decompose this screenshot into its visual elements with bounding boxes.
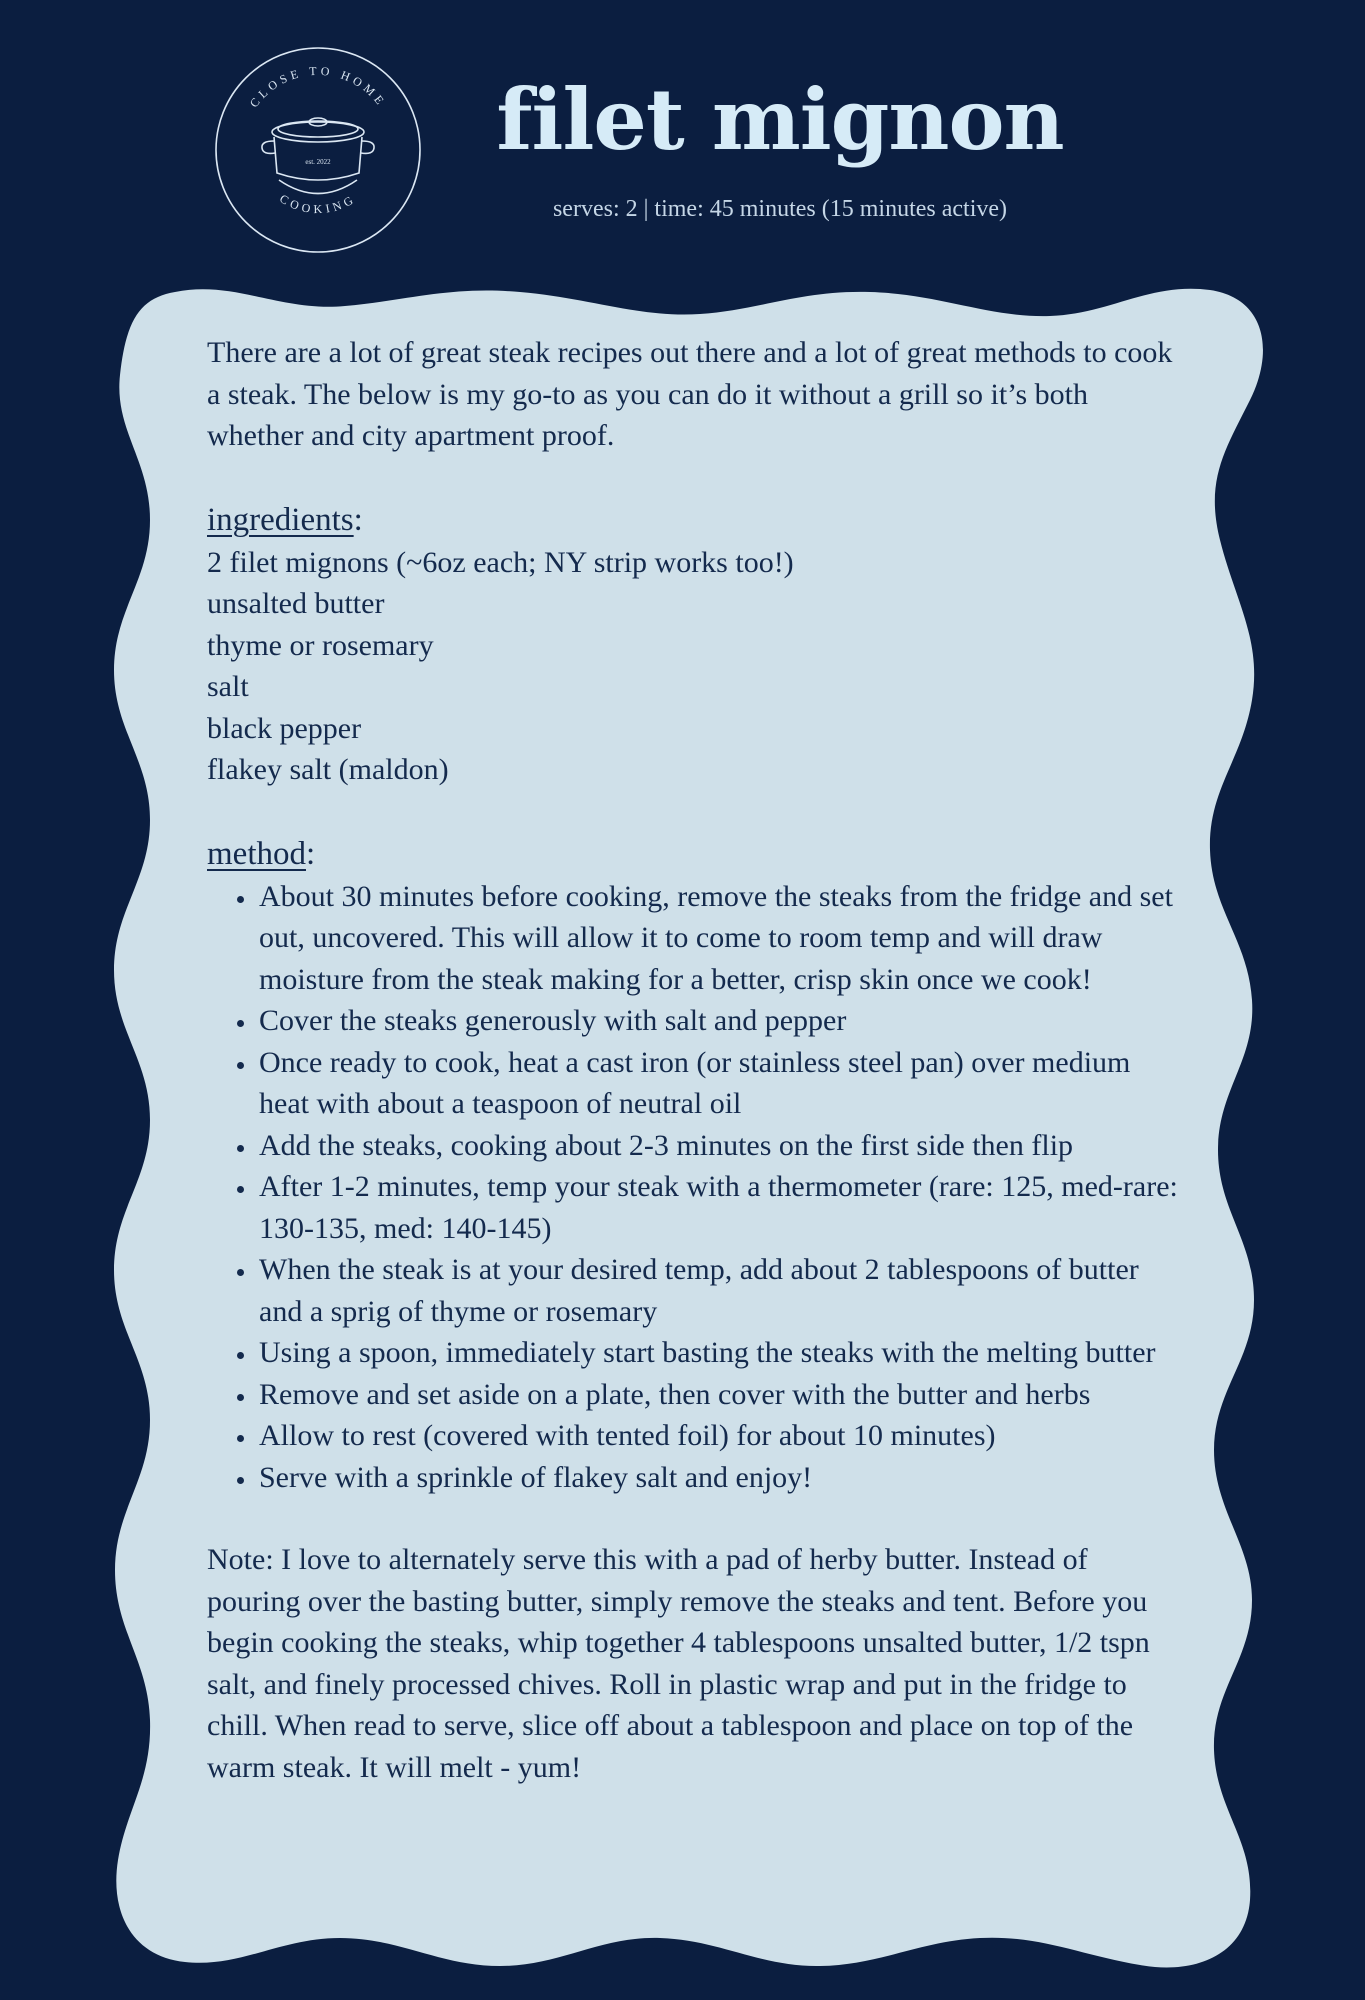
svg-text:CLOSE TO HOME: CLOSE TO HOME bbox=[246, 63, 390, 111]
ingredients-list bbox=[207, 542, 1182, 791]
method-step: • About 30 minutes before cooking, remove the steaks from the fridge and set out, uncovered. This will allow it to come to room temp and will draw moisture from the steak making for a better, crisp skin once we cook! bbox=[257, 876, 1182, 1001]
method-step: • Cover the steaks generously with salt and pepper bbox=[257, 1000, 1182, 1042]
ingredients-heading: ingredients: bbox=[207, 501, 363, 538]
ingredient-item: unsalted butter bbox=[207, 587, 385, 620]
ingredient-item: 2 filet mignons (~6oz each; NY strip works too!) bbox=[207, 545, 794, 579]
method-heading: method: bbox=[207, 835, 316, 872]
note-text: Note: I love to alternately serve this with a pad of herby butter. Instead of pouring over the basting butter, simply remove the steaks and tent. Before you begin cooking the steaks, whip together 4 tablespoons unsalted butter, 1/2 tspn salt, and finely processed chives. Roll in plastic wrap and put in the fridge to chill. When read to serve, slice off about a tablespoon and place on top of the warm steak. It will melt - yum! bbox=[207, 1543, 1150, 1784]
method-list bbox=[207, 876, 1182, 1499]
ingredient-item: flakey salt (maldon) bbox=[207, 753, 449, 786]
method-step: • Add the steaks, cooking about 2-3 minutes on the first side then flip bbox=[257, 1125, 1182, 1167]
intro-text: There are a lot of great steak recipes out there and a lot of great methods to cook a steak. The below is my go-to as you can do it without a grill so it’s both whether and city apartment proof. bbox=[207, 336, 1173, 452]
svg-text:est. 2022: est. 2022 bbox=[305, 158, 331, 166]
svg-text:COOKING: COOKING bbox=[277, 191, 359, 217]
dutch-oven-icon bbox=[262, 118, 374, 194]
ingredient-item: black pepper bbox=[207, 711, 362, 745]
method-step: • Allow to rest (covered with tented foil) for about 10 minutes) bbox=[257, 1415, 1182, 1457]
ingredient-item: salt bbox=[207, 670, 249, 703]
recipe-content bbox=[207, 332, 1182, 1788]
method-step: • When the steak is at your desired temp, add about 2 tablespoons of butter and a sprig of thyme or rosemary bbox=[257, 1249, 1182, 1332]
method-step: • After 1-2 minutes, temp your steak with a thermometer (rare: 125, med-rare: 130-135, med: 140-145) bbox=[257, 1166, 1182, 1249]
method-step: • Using a spoon, immediately start basting the steaks with the melting butter bbox=[257, 1332, 1182, 1374]
page-title: filet mignon bbox=[496, 70, 1064, 169]
recipe-meta: serves: 2 | time: 45 minutes (15 minutes active) bbox=[552, 196, 1008, 222]
close-to-home-cooking-logo bbox=[213, 45, 423, 255]
method-step: • Serve with a sprinkle of flakey salt and enjoy! bbox=[257, 1457, 1182, 1499]
method-step: • Remove and set aside on a plate, then cover with the butter and herbs bbox=[257, 1374, 1182, 1416]
ingredient-item: thyme or rosemary bbox=[207, 628, 434, 662]
method-step: • Once ready to cook, heat a cast iron (or stainless steel pan) over medium heat with about a teaspoon of neutral oil bbox=[257, 1042, 1182, 1125]
